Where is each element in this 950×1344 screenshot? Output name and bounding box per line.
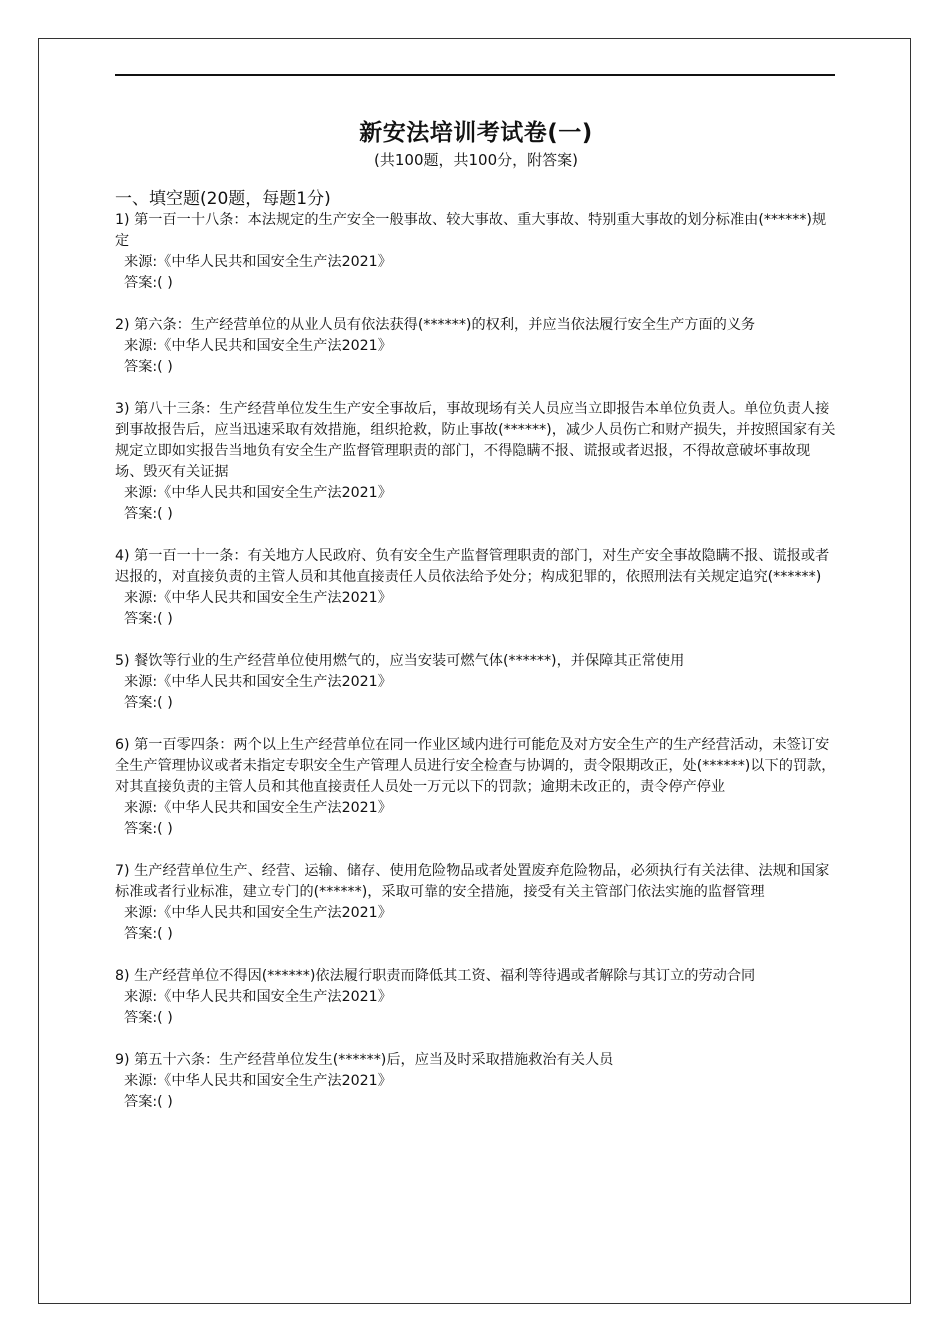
question-answer: 答案:( ) bbox=[124, 1094, 173, 1110]
question-answer: 答案:( ) bbox=[124, 926, 173, 942]
question-7 bbox=[115, 861, 837, 966]
question-9 bbox=[115, 1050, 837, 1113]
question-3 bbox=[115, 399, 837, 546]
question-answer: 答案:( ) bbox=[124, 275, 173, 291]
question-text: 5) 餐饮等行业的生产经营单位使用燃气的，应当安装可燃气体(******)，并保障其正常使用 bbox=[115, 653, 685, 669]
question-text: 8) 生产经营单位不得因(******)依法履行职责而降低其工资、福利等待遇或者解除与其订立的劳动合同 bbox=[115, 968, 756, 984]
question-4 bbox=[115, 546, 837, 651]
question-source: 来源:《中华人民共和国安全生产法2021》 bbox=[124, 338, 392, 354]
question-1 bbox=[115, 210, 837, 315]
question-answer: 答案:( ) bbox=[124, 359, 173, 375]
question-source: 来源:《中华人民共和国安全生产法2021》 bbox=[124, 800, 392, 816]
question-answer: 答案:( ) bbox=[124, 821, 173, 837]
question-text: 2) 第六条：生产经营单位的从业人员有依法获得(******)的权利，并应当依法履行安全生产方面的义务 bbox=[115, 317, 756, 333]
question-source: 来源:《中华人民共和国安全生产法2021》 bbox=[124, 485, 392, 501]
question-text: 7) 生产经营单位生产、经营、运输、储存、使用危险物品或者处置废弃危险物品，必须执行有关法律、法规和国家标准或者行业标准，建立专门的(******)，采取可靠的安全措施，接受有关主管部门依法实施的监督管理 bbox=[115, 863, 830, 900]
question-answer: 答案:( ) bbox=[124, 1010, 173, 1026]
question-source: 来源:《中华人民共和国安全生产法2021》 bbox=[124, 1073, 392, 1089]
question-8 bbox=[115, 966, 837, 1050]
question-source: 来源:《中华人民共和国安全生产法2021》 bbox=[124, 989, 392, 1005]
question-answer: 答案:( ) bbox=[124, 506, 173, 522]
page-subtitle: (共100题，共100分，附答案) bbox=[374, 151, 578, 169]
page-title: 新安法培训考试卷(一) bbox=[359, 120, 593, 146]
document-body bbox=[115, 116, 837, 1113]
question-source: 来源:《中华人民共和国安全生产法2021》 bbox=[124, 905, 392, 921]
question-source: 来源:《中华人民共和国安全生产法2021》 bbox=[124, 674, 392, 690]
question-2 bbox=[115, 315, 837, 399]
question-answer: 答案:( ) bbox=[124, 611, 173, 627]
question-6 bbox=[115, 735, 837, 861]
section-title: 一、填空题(20题，每题1分) bbox=[115, 189, 331, 209]
question-text: 6) 第一百零四条：两个以上生产经营单位在同一作业区域内进行可能危及对方安全生产的生产经营活动，未签订安全生产管理协议或者未指定专职安全生产管理人员进行安全检查与协调的，责令限期改正，处(******)以下的罚款，对其直接负责的主管人员和其他直接责任人员处一万元以下的罚款；逾期未改正的，责令停产停业 bbox=[115, 737, 836, 795]
question-source: 来源:《中华人民共和国安全生产法2021》 bbox=[124, 590, 392, 606]
header-rule bbox=[115, 74, 835, 76]
question-answer: 答案:( ) bbox=[124, 695, 173, 711]
question-text: 3) 第八十三条：生产经营单位发生生产安全事故后，事故现场有关人员应当立即报告本单位负责人。单位负责人接到事故报告后，应当迅速采取有效措施，组织抢救，防止事故(******)，减少人员伤亡和财产损失，并按照国家有关规定立即如实报告当地负有安全生产监督管理职责的部门，不得隐瞒不报、谎报或者迟报，不得故意破坏事故现场、毁灭有关证据 bbox=[115, 401, 836, 480]
question-text: 4) 第一百一十一条：有关地方人民政府、负有安全生产监督管理职责的部门，对生产安全事故隐瞒不报、谎报或者迟报的，对直接负责的主管人员和其他直接责任人员依法给予处分；构成犯罪的，依照刑法有关规定追究(******) bbox=[115, 548, 830, 585]
question-5 bbox=[115, 651, 837, 735]
question-text: 9) 第五十六条：生产经营单位发生(******)后，应当及时采取措施救治有关人员 bbox=[115, 1052, 614, 1068]
question-text: 1) 第一百一十八条：本法规定的生产安全一般事故、较大事故、重大事故、特别重大事故的划分标准由(******)规定 bbox=[115, 212, 827, 249]
question-source: 来源:《中华人民共和国安全生产法2021》 bbox=[124, 254, 392, 270]
